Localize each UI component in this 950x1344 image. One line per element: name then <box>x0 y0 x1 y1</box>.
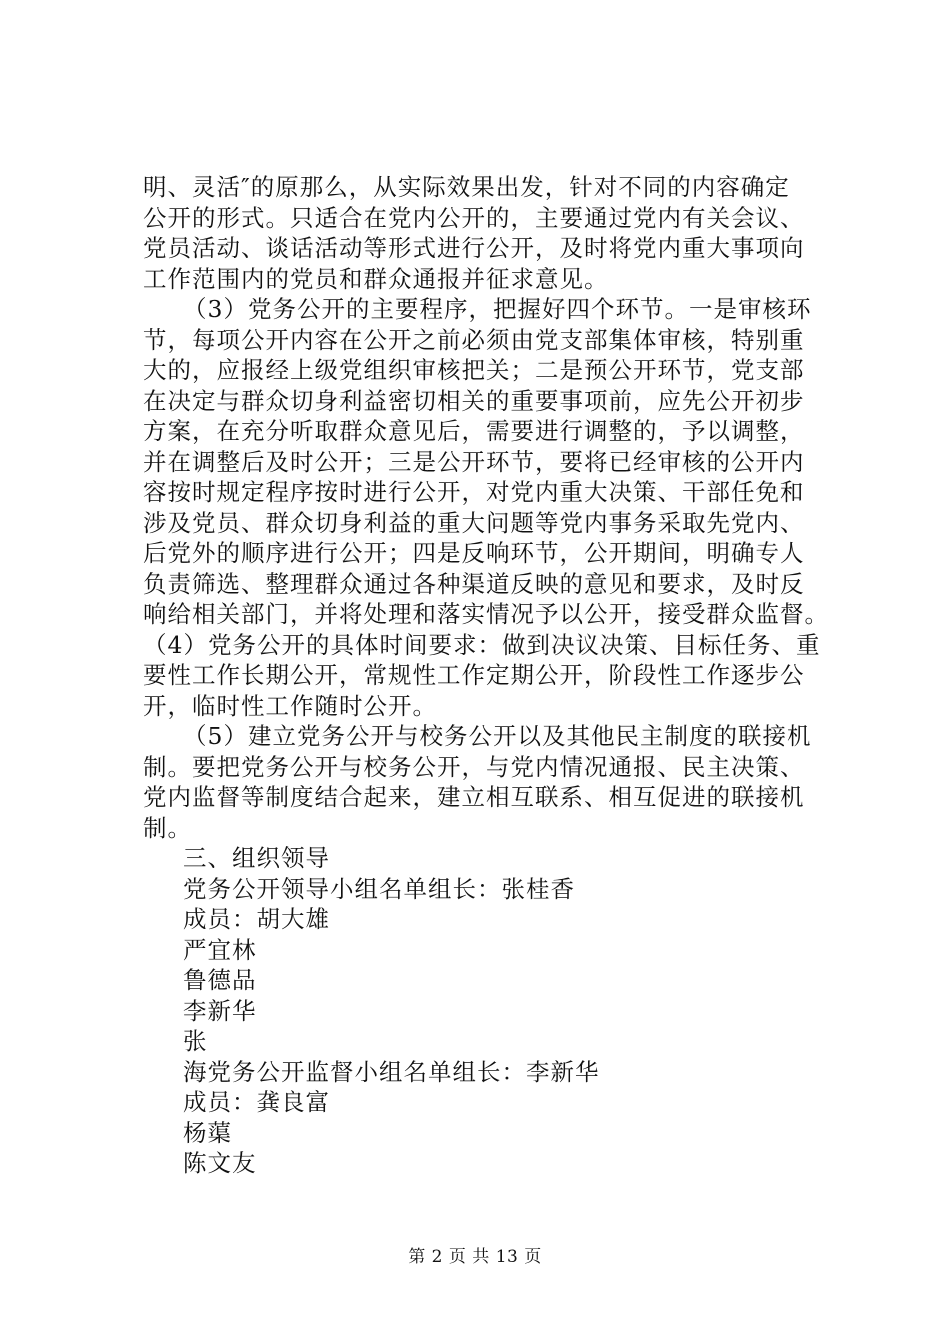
text-line: 在决定与群众切身利益密切相关的重要事项前，应先公开初步 <box>143 386 805 415</box>
text-line: 严宜林 <box>183 935 257 964</box>
text-line: 方案，在充分听取群众意见后，需要进行调整的，予以调整， <box>143 417 805 445</box>
text-line: 节，每项公开内容在公开之前必须由党支部集体审核，特别重 <box>143 325 805 354</box>
text-line: 成员：胡大雄 <box>183 905 330 933</box>
text-line: 容按时规定程序按时进行公开，对党内重大决策、干部任免和 <box>143 478 805 506</box>
text-line: 响给相关部门，并将处理和落实情况予以公开，接受群众监督。 <box>143 600 829 628</box>
text-line: 李新华 <box>183 996 257 1025</box>
text-line: 三、组织领导 <box>183 844 330 872</box>
text-line: 公开的形式。只适合在党内公开的，主要通过党内有关会议、 <box>143 203 805 232</box>
text-line: 后党外的顺序进行公开；四是反响环节，公开期间，明确专人 <box>143 539 805 567</box>
text-line: 党内监督等制度结合起来，建立相互联系、相互促进的联接机 <box>143 783 805 811</box>
text-line: 大的，应报经上级党组织审核把关；二是预公开环节，党支部 <box>143 356 805 384</box>
text-line: 开，临时性工作随时公开。 <box>143 691 437 720</box>
text-line: 党务公开领导小组名单组长：张桂香 <box>183 874 575 903</box>
text-line: （4）党务公开的具体时间要求：做到决议决策、目标任务、重 <box>143 630 821 659</box>
text-line: 涉及党员、群众切身利益的重大问题等党内事务采取先党内、 <box>143 508 805 537</box>
text-line: 负责筛选、整理群众通过各种渠道反映的意见和要求，及时反 <box>143 569 805 598</box>
text-line: 工作范围内的党员和群众通报并征求意见。 <box>143 264 609 293</box>
text-line: （5）建立党务公开与校务公开以及其他民主制度的联接机 <box>183 722 812 750</box>
text-line: 张 <box>183 1027 208 1055</box>
text-line: 鲁德品 <box>183 966 257 994</box>
text-line: 党员活动、谈话活动等形式进行公开，及时将党内重大事项向 <box>143 234 805 262</box>
text-line: 并在调整后及时公开；三是公开环节，要将已经审核的公开内 <box>143 447 805 476</box>
text-line: 制。 <box>143 813 192 842</box>
text-line: 杨蕖 <box>183 1118 232 1147</box>
document-body <box>143 172 843 1179</box>
text-line: 要性工作长期公开，常规性工作定期公开，阶段性工作逐步公 <box>143 661 805 689</box>
text-line: 明、灵活″的原那么，从实际效果出发，针对不同的内容确定 <box>143 173 790 201</box>
text-line: 成员：龚良富 <box>183 1088 330 1116</box>
text-line: 制。要把党务公开与校务公开，与党内情况通报、民主决策、 <box>143 752 805 781</box>
text-line: 海党务公开监督小组名单组长：李新华 <box>183 1057 600 1086</box>
text-line: （3）党务公开的主要程序，把握好四个环节。一是审核环 <box>183 295 812 323</box>
text-line: 陈文友 <box>183 1149 257 1177</box>
page-footer: 第 2 页 共 13 页 <box>408 1247 542 1267</box>
